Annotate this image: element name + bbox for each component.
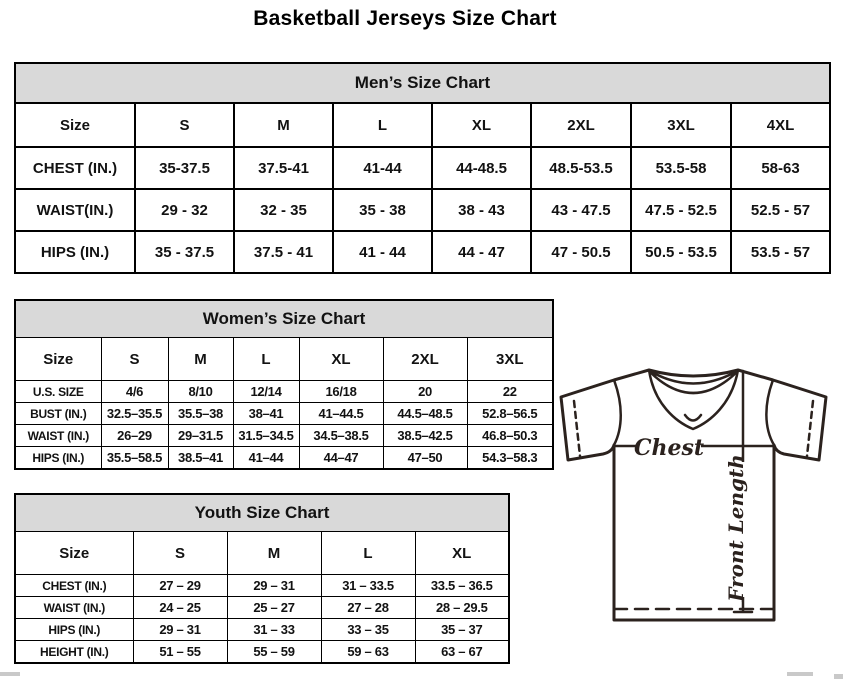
size-value-cell: 28 – 29.5: [415, 597, 509, 619]
size-value-cell: 32 - 35: [234, 189, 333, 231]
size-value-cell: 58-63: [731, 147, 830, 189]
row-label: HIPS (IN.): [15, 231, 135, 273]
column-header-l: L: [233, 338, 299, 381]
column-header-2xl: 2XL: [383, 338, 467, 381]
column-header-m: M: [168, 338, 233, 381]
column-header-xl: XL: [432, 103, 531, 147]
row-label: WAIST(IN.): [15, 189, 135, 231]
column-header-3xl: 3XL: [631, 103, 731, 147]
row-label: CHEST (IN.): [15, 575, 133, 597]
column-header-size: Size: [15, 103, 135, 147]
row-label: BUST (IN.): [15, 403, 101, 425]
youth-size-chart-table: [14, 493, 510, 664]
size-value-cell: 33.5 – 36.5: [415, 575, 509, 597]
scrollbar-fragment[interactable]: [787, 672, 813, 676]
womens-size-chart-table: [14, 299, 554, 470]
size-value-cell: 52.8–56.5: [467, 403, 553, 425]
table-row-u-s-size: [15, 381, 553, 403]
mens-size-chart-table: [14, 62, 831, 274]
scrollbar-fragment[interactable]: [834, 674, 843, 679]
row-label: U.S. SIZE: [15, 381, 101, 403]
size-value-cell: 29 – 31: [227, 575, 321, 597]
column-header-l: L: [321, 532, 415, 575]
size-value-cell: 4/6: [101, 381, 168, 403]
jersey-outline: [561, 370, 826, 620]
size-value-cell: 12/14: [233, 381, 299, 403]
size-value-cell: 22: [467, 381, 553, 403]
chest-label: Chest: [633, 435, 705, 461]
size-value-cell: 44–47: [299, 447, 383, 470]
column-header-3xl: 3XL: [467, 338, 553, 381]
column-header-xl: XL: [299, 338, 383, 381]
front-length-label: Front Length: [724, 454, 748, 602]
youth-size-chart-caption: Youth Size Chart: [15, 494, 509, 532]
size-value-cell: 35-37.5: [135, 147, 234, 189]
size-value-cell: 43 - 47.5: [531, 189, 631, 231]
size-value-cell: 24 – 25: [133, 597, 227, 619]
size-value-cell: 52.5 - 57: [731, 189, 830, 231]
size-value-cell: 35.5–58.5: [101, 447, 168, 470]
size-value-cell: 53.5-58: [631, 147, 731, 189]
size-value-cell: 37.5-41: [234, 147, 333, 189]
size-value-cell: 35 - 37.5: [135, 231, 234, 273]
table-row-waist-in: [15, 425, 553, 447]
column-header-s: S: [101, 338, 168, 381]
row-label: WAIST (IN.): [15, 425, 101, 447]
men-s-size-chart-caption: Men’s Size Chart: [15, 63, 830, 103]
size-value-cell: 59 – 63: [321, 641, 415, 664]
size-value-cell: 44 - 47: [432, 231, 531, 273]
table-row-chest-in: [15, 575, 509, 597]
size-value-cell: 27 – 29: [133, 575, 227, 597]
size-value-cell: 46.8–50.3: [467, 425, 553, 447]
page-title: Basketball Jerseys Size Chart: [253, 7, 557, 30]
column-header-xl: XL: [415, 532, 509, 575]
row-label: WAIST (IN.): [15, 597, 133, 619]
table-row-bust-in: [15, 403, 553, 425]
size-value-cell: 38.5–42.5: [383, 425, 467, 447]
scrollbar-fragment[interactable]: [0, 672, 20, 676]
size-value-cell: 37.5 - 41: [234, 231, 333, 273]
row-label: HIPS (IN.): [15, 447, 101, 470]
jersey-measurement-diagram: [553, 356, 841, 628]
size-value-cell: 55 – 59: [227, 641, 321, 664]
size-value-cell: 31 – 33.5: [321, 575, 415, 597]
size-value-cell: 8/10: [168, 381, 233, 403]
size-value-cell: 25 – 27: [227, 597, 321, 619]
column-header-m: M: [227, 532, 321, 575]
size-value-cell: 53.5 - 57: [731, 231, 830, 273]
table-row-chest-in: [15, 147, 830, 189]
size-value-cell: 47 - 50.5: [531, 231, 631, 273]
column-header-m: M: [234, 103, 333, 147]
size-value-cell: 38–41: [233, 403, 299, 425]
size-value-cell: 44.5–48.5: [383, 403, 467, 425]
size-value-cell: 47.5 - 52.5: [631, 189, 731, 231]
size-value-cell: 29–31.5: [168, 425, 233, 447]
size-value-cell: 41–44: [233, 447, 299, 470]
size-value-cell: 16/18: [299, 381, 383, 403]
size-value-cell: 41-44: [333, 147, 432, 189]
size-value-cell: 38 - 43: [432, 189, 531, 231]
size-value-cell: 27 – 28: [321, 597, 415, 619]
size-value-cell: 29 - 32: [135, 189, 234, 231]
column-header-row: [15, 338, 553, 381]
size-value-cell: 38.5–41: [168, 447, 233, 470]
size-value-cell: 32.5–35.5: [101, 403, 168, 425]
size-value-cell: 47–50: [383, 447, 467, 470]
size-value-cell: 20: [383, 381, 467, 403]
size-value-cell: 31.5–34.5: [233, 425, 299, 447]
size-value-cell: 35 – 37: [415, 619, 509, 641]
column-header-s: S: [135, 103, 234, 147]
size-value-cell: 26–29: [101, 425, 168, 447]
size-value-cell: 34.5–38.5: [299, 425, 383, 447]
column-header-size: Size: [15, 338, 101, 381]
size-value-cell: 44-48.5: [432, 147, 531, 189]
column-header-s: S: [133, 532, 227, 575]
row-label: CHEST (IN.): [15, 147, 135, 189]
column-header-row: [15, 103, 830, 147]
table-row-hips-in: [15, 447, 553, 470]
size-value-cell: 50.5 - 53.5: [631, 231, 731, 273]
table-row-height-in: [15, 641, 509, 664]
column-header-4xl: 4XL: [731, 103, 830, 147]
column-header-2xl: 2XL: [531, 103, 631, 147]
size-value-cell: 48.5-53.5: [531, 147, 631, 189]
row-label: HIPS (IN.): [15, 619, 133, 641]
size-value-cell: 35 - 38: [333, 189, 432, 231]
column-header-l: L: [333, 103, 432, 147]
women-s-size-chart-caption: Women’s Size Chart: [15, 300, 553, 338]
size-value-cell: 31 – 33: [227, 619, 321, 641]
column-header-size: Size: [15, 532, 133, 575]
table-row-hips-in: [15, 231, 830, 273]
size-value-cell: 41 - 44: [333, 231, 432, 273]
table-row-hips-in: [15, 619, 509, 641]
column-header-row: [15, 532, 509, 575]
row-label: HEIGHT (IN.): [15, 641, 133, 664]
size-value-cell: 33 – 35: [321, 619, 415, 641]
size-value-cell: 63 – 67: [415, 641, 509, 664]
size-value-cell: 54.3–58.3: [467, 447, 553, 470]
size-value-cell: 51 – 55: [133, 641, 227, 664]
table-row-waist-in: [15, 189, 830, 231]
size-value-cell: 29 – 31: [133, 619, 227, 641]
size-value-cell: 41–44.5: [299, 403, 383, 425]
table-row-waist-in: [15, 597, 509, 619]
size-value-cell: 35.5–38: [168, 403, 233, 425]
